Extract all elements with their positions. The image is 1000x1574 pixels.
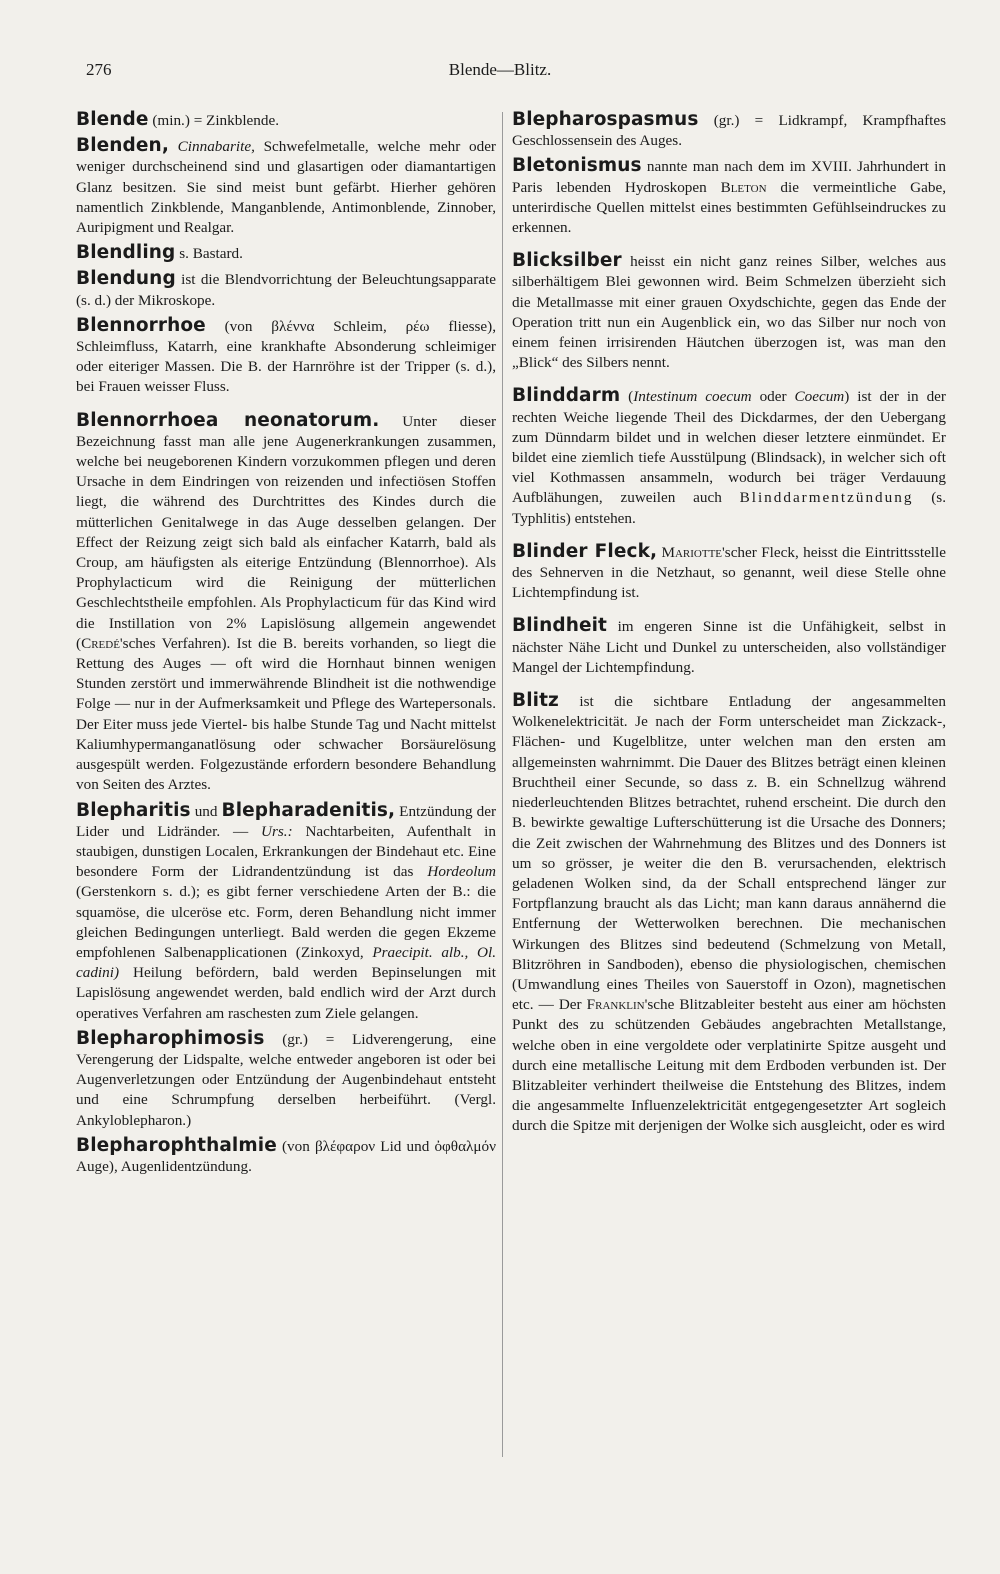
- entry-text: (von βλέφαρον Lid und ὀφθαλμόν Auge), Augenlidentzündung.: [76, 1137, 496, 1175]
- entry-blindheit: [512, 616, 946, 678]
- page-number: 276: [86, 60, 112, 79]
- page-heading: Blende—Blitz.: [448, 60, 552, 79]
- headword: Blepharospasmus: [512, 109, 699, 130]
- entry-blende: [76, 110, 496, 131]
- headword: Blendung: [76, 268, 176, 290]
- headword: Blindheit: [512, 615, 607, 637]
- entry-text: (: [620, 388, 634, 406]
- entry-text: und: [190, 802, 222, 820]
- headword: Blinder Fleck,: [512, 540, 658, 562]
- entry-text: oder: [751, 388, 795, 406]
- entry-blitz: [512, 691, 946, 1136]
- entry-text: nannte man nach dem im XVIII. Jahrhundert in Paris lebenden Hydroskopen: [512, 158, 946, 196]
- entry-blenden: [76, 136, 496, 238]
- column-rule: [502, 112, 503, 1457]
- entry-text: 'sche Blitzableiter besteht aus einer am höchsten Punkt des zu schützenden Gebäudes angebrachten Metallstange, welche oben in eine vergoldete oder verplatinirte Spitze ausgeht und durch eine metallische Leitung mit dem Erdboden verbunden ist. Der Blitzableiter verhindert theilweise die Entstehung des Blitzes, indem die angesammelte Influenzelektricität entgegengesetzter Art sogleich durch die Spitze mit derjenigen der Wolke sich ausgleicht, oder es wird: [512, 996, 946, 1135]
- entry-italic: Urs.:: [260, 822, 293, 840]
- entry-blennorrhoea-neonatorum: [76, 411, 496, 796]
- entry-text: Entzündung der Lider und Lidränder. —: [76, 802, 496, 840]
- spaced-term: Blinddarmentzündung: [739, 489, 914, 507]
- entry-italic: Cinnabarite,: [168, 138, 255, 156]
- entry-text: (gr.) = Lidkrampf, Krampfhaftes Geschlossensein des Auges.: [512, 112, 946, 150]
- right-column: [512, 110, 946, 1142]
- headword: Blepharadenitis,: [221, 799, 396, 821]
- headword: Blenden,: [76, 135, 169, 157]
- entry-text: ist die Blendvorrichtung der Beleuchtungsapparate (s. d.) der Mikroskope.: [76, 271, 496, 309]
- entry-text: (s. Typhlitis) entstehen.: [512, 489, 946, 527]
- person-name: Franklin: [586, 996, 645, 1014]
- entry-text: (Gerstenkorn s. d.); es gibt ferner verschiedene Arten der B.: die squamöse, die ulceröse etc. Form, deren Behandlung nicht immer gleichen Bedingungen unterliegt. Bald werden die gegen Ekzeme empfohlenen Salbenapplicationen (Zinkoxyd,: [76, 883, 496, 961]
- entry-text: heisst ein nicht ganz reines Silber, welches aus silberhältigem Blei gewonnen wird. Beim Schmelzen überzieht sich die Metallmasse mit einer grauen Oxydschichte, gegen das Ende der Operation tritt nun ein Augenblick ein, wo das Silber nur noch von einem feinen irrisirenden Häutchen überzogen ist, was man den „Blick“ des Silbers nennt.: [512, 253, 946, 372]
- left-column: [76, 110, 496, 1182]
- headword: Blende: [76, 109, 149, 130]
- entry-blepharitis: [76, 801, 496, 1024]
- headword: Blitz: [512, 690, 559, 712]
- entry-blennorrhoe: [76, 316, 496, 398]
- entry-text: ist die sichtbare Entladung der angesammelten Wolkenelektricität. Je nach der Form unterscheidet man Zickzack-, Flächen- und Kugelblitze, unter welchen man den ersten am allgemeinsten wahrnimmt. Die Dauer des Blitzes beträgt einen kleinen Bruchtheil einer Secunde, so dass z. B. ein Schnellzug während niederleuchtenden Blitzes betrachtet, ruhend erscheint. Die durch den B. bewirkte gewaltige Lufterschütterung ist die Ursache des Donners; die Zeit zwischen der Wahrnehmung des Blitzes und des Donners ist um so grösser, je weiter die den B. verursachenden, elektrisch geladenen Wolken sind, da der Schall entsprechend länger zur Fortpflanzung braucht als das Licht; man kann daraus annähernd die Entfernung der Wetterwolken berechnen. Die mechanischen Wirkungen des Blitzes sind bedeutend (Schmelzung von Metall, Blitzröhren in Sandboden), ebenso die physiologischen, chemischen (Umwandlung eines Theiles von Sauerstoff in Ozon), magnetischen etc. — Der: [512, 693, 946, 1014]
- headword: Blennorrhoea neonatorum.: [76, 409, 380, 431]
- entry-blinder-fleck: [512, 542, 946, 604]
- running-head: [0, 60, 1000, 84]
- entry-text: 'scher Fleck, heisst die Eintrittsstelle des Sehnerven in die Netzhaut, so genannt, weil diese Stelle ohne Lichtempfindung ist.: [512, 543, 946, 602]
- entry-text: (min.) = Zinkblende.: [148, 112, 280, 129]
- headword: Blepharitis: [76, 799, 191, 821]
- entry-blendung: [76, 269, 496, 310]
- entry-text: Nachtarbeiten, Aufenthalt in staubigen, dunstigen Localen, Erkrankungen der Bindehaut etc. Eine besondere Form der Lidrandentzündung ist das: [76, 822, 496, 881]
- entry-italic: Praecipit. alb., Ol. cadini): [76, 943, 496, 982]
- person-name: Mariotte: [657, 543, 723, 561]
- headword: Blepharophthalmie: [76, 1134, 277, 1156]
- headword: Blennorrhoe: [76, 314, 206, 336]
- headword: Blendling: [76, 242, 176, 264]
- headword: Blepharophimosis: [76, 1027, 265, 1049]
- person-name: Bleton: [720, 178, 767, 196]
- headword: Blicksilber: [512, 250, 622, 272]
- entry-text: die vermeintliche Gabe, unterirdische Quellen mittelst eines bestimmten Gefühlseindruckes zu erkennen.: [512, 178, 946, 237]
- entry-text: 'sches Verfahren). Ist die B. bereits vorhanden, so liegt die Rettung des Auges — oft wird die Hornhaut binnen wenigen Stunden zerstört und immerwährende Blindheit ist die nothwendige Folge — nur in der Aufmerksamkeit und Pflege des Wartepersonals. Der Eiter muss jede Viertel- bis halbe Stunde Tag und Nacht mittelst Kaliumhypermanganatlösung oder schwacher Borsäurelösung ausgespült werden. Folgezustände erfordern besondere Behandlung von Seiten des Arztes.: [76, 634, 496, 794]
- entry-blepharophimosis: [76, 1029, 496, 1131]
- entry-italic: Coecum: [794, 388, 845, 406]
- entry-text: (gr.) = Lidverengerung, eine Verengerung der Lidspalte, welche entweder angeboren ist oder bei Augenverletzungen oder Entzündung der Augenbindehaut entsteht und eine Schrumpfung derselben herbeiführt. (Vergl. Ankyloblepharon.): [76, 1030, 496, 1129]
- entry-text: Heilung befördern, bald werden Bepinselungen mit Lapislösung angewendet werden, bald endlich wird der Arzt durch operatives Verfahren am raschesten zum Ziele gelangen.: [76, 964, 496, 1022]
- entry-text: im engeren Sinne ist die Unfähigkeit, selbst in nächster Nähe Licht und Dunkel zu unterscheiden, also vollständiger Mangel der Lichtempfindung.: [512, 618, 946, 676]
- entry-text: Unter dieser Bezeichnung fasst man alle jene Augenerkrankungen zusammen, welche bei neugeborenen Kindern vorzukommen pflegen und deren Ursache in dem Eindringen von reizenden und infectiösen Stoffen liegt, die während des Durchtrittes des Kindes durch die mütterlichen Genitalwege in das Auge desselben gelangen. Der Effect der Reizung zeigt sich bald als einfacher Katarrh, bald als Croup, am häufigsten als eiterige Entzündung (Blennorrhoe). Als Prophylacticum wird die Reinigung der mütterlichen Geschlechtstheile empfohlen. Als Prophylacticum für das Kind wird die Instillation von 2% Lapislösung allgemein angewendet (: [76, 412, 496, 652]
- entry-italic: Intestinum coecum: [633, 388, 752, 406]
- entry-text: Schwefelmetalle, welche mehr oder weniger durchscheinend sind und glasartigen oder diamantartigen Glanz besitzen. Sie sind meist bunt gefärbt. Hierher gehören namentlich Zinkblende, Manganblende, Antimonblende, Zinnober, Auripigment und Realgar.: [76, 138, 496, 237]
- entry-italic: Hordeolum: [427, 863, 496, 881]
- entry-blepharospasmus: [512, 110, 946, 151]
- entry-text: (von βλέννα Schleim, ρέω fliesse), Schleimfluss, Katarrh, eine krankhafte Absonderung schleimiger oder eiteriger Massen. Die B. der Harnröhre ist der Tripper (s. d.), bei Frauen weisser Fluss.: [76, 317, 496, 396]
- entry-text: ) ist der in der rechten Weiche liegende Theil des Dickdarmes, der den Uebergang zum Dünndarm bildet und in welchen dieser letztere einmündet. Er bildet eine ziemlich tiefe Ausstülpung (Blindsack), in welcher sich oft viel Kothmassen ansammeln, wodurch bei träger Verdauung Aufblähungen, zuweilen auch: [512, 388, 946, 507]
- entry-blendling: [76, 243, 496, 264]
- entry-bletonismus: [512, 156, 946, 238]
- entry-blinddarm: [512, 386, 946, 528]
- entry-blicksilber: [512, 251, 946, 373]
- headword: Blinddarm: [512, 385, 621, 407]
- person-name: Credé: [81, 634, 120, 652]
- entry-blepharophthalmie: [76, 1136, 496, 1177]
- headword: Bletonismus: [512, 155, 642, 177]
- entry-text: s. Bastard.: [175, 245, 243, 263]
